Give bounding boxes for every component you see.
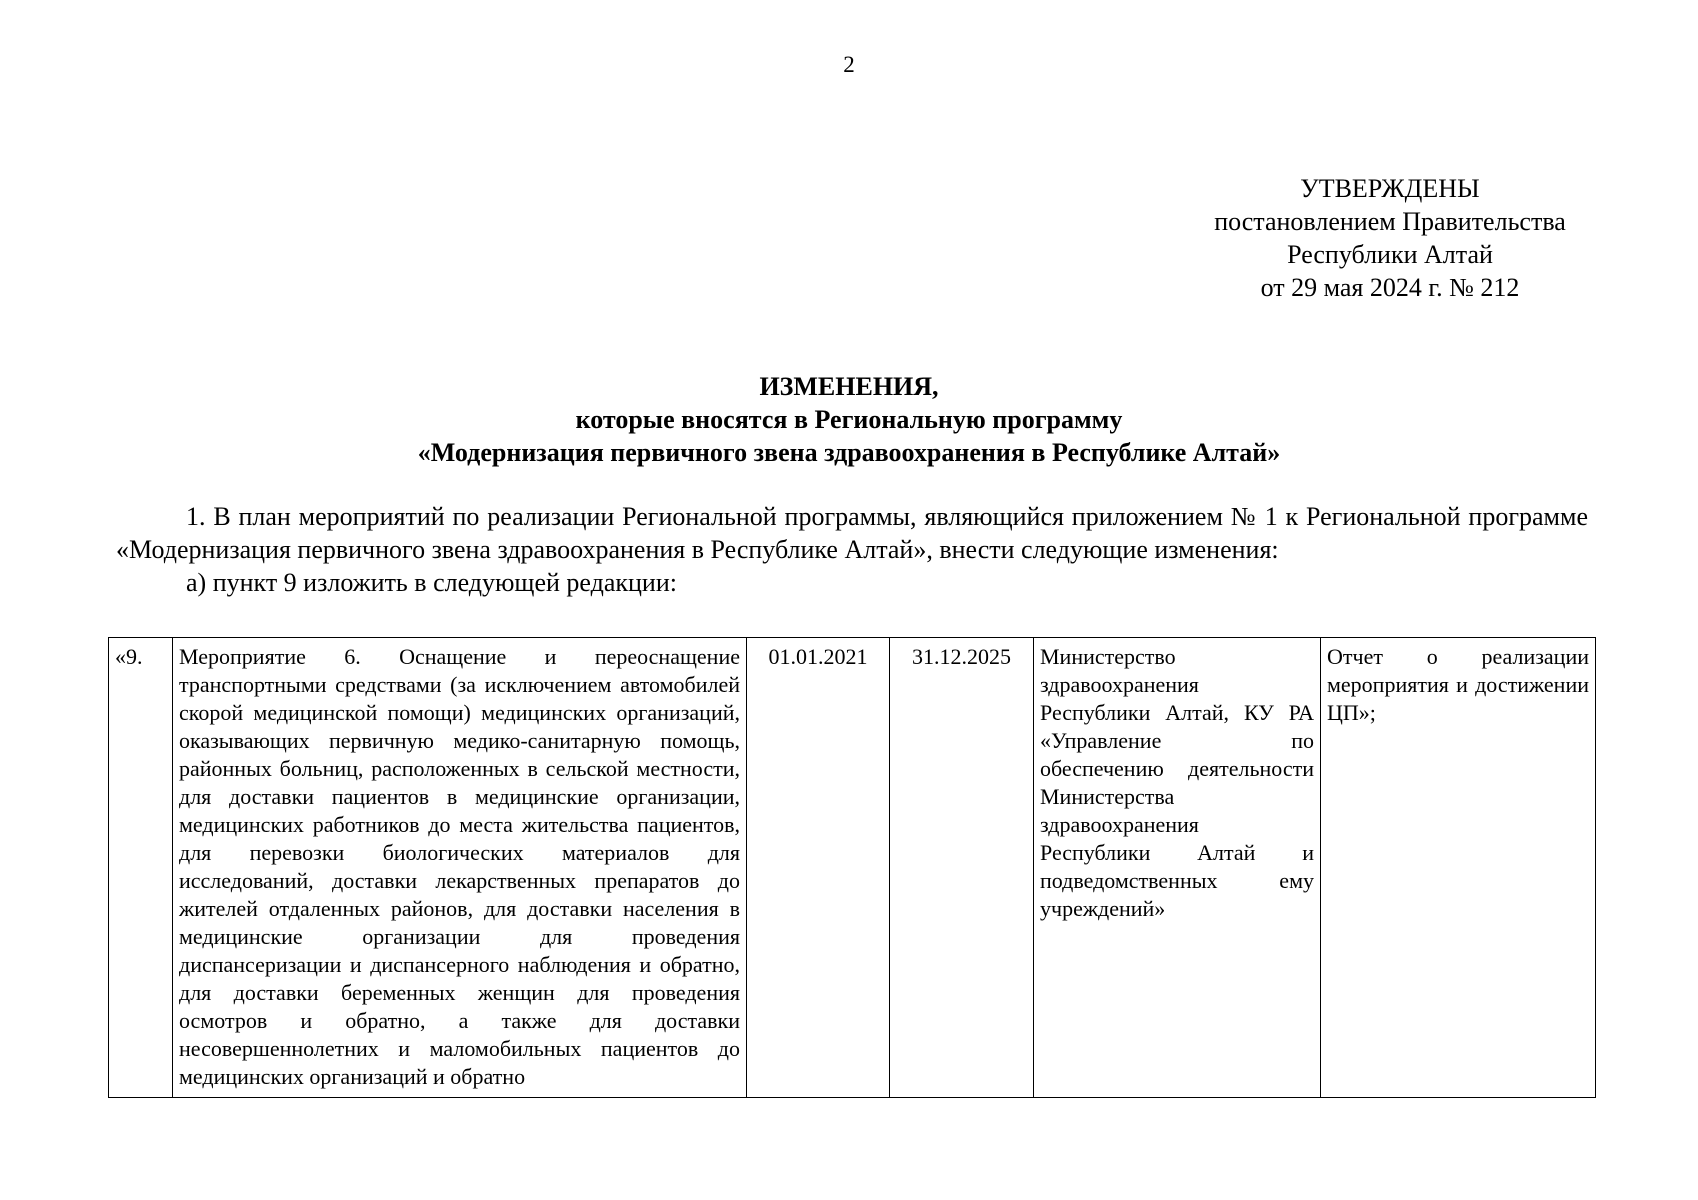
approval-title: УТВЕРЖДЕНЫ: [1300, 174, 1480, 203]
start-date-cell: 01.01.2021: [747, 638, 890, 1098]
heading-program-name: «Модернизация первичного звена здравоохранения в Республике Алтай»: [417, 438, 1281, 467]
responsible-cell: Министерство здравоохранения Республики Алтай, КУ РА «Управление по обеспечению деятельности Министерства здравоохранения Республики Алтай и подведомственных ему учреждений»: [1034, 638, 1321, 1098]
heading-subtitle: которые вносятся в Региональную программу: [575, 405, 1123, 434]
approval-stamp: [1160, 172, 1620, 304]
document-heading: [0, 370, 1698, 469]
plan-table: [108, 637, 1596, 1098]
result-cell: Отчет о реализации мероприятия и достижении ЦП»;: [1321, 638, 1596, 1098]
approval-line: постановлением Правительства: [1214, 207, 1566, 236]
end-date-cell: 31.12.2025: [890, 638, 1034, 1098]
activity-cell: Мероприятие 6. Оснащение и переоснащение транспортными средствами (за исключением автомобилей скорой медицинской помощи) медицинских организаций, оказывающих первичную медико-санитарную помощь, районных больниц, расположенных в сельской местности, для доставки пациентов в медицинские организации, медицинских работников до места жительства пациентов, для перевозки биологических материалов для исследований, доставки лекарственных препаратов до жителей отдаленных районов, для доставки населения в медицинские организации для проведения диспансеризации и диспансерного наблюдения и обратно, для доставки беременных женщин для проведения осмотров и обратно, а также для доставки несовершеннолетних и маломобильных пациентов до медицинских организаций и обратно: [173, 638, 747, 1098]
heading-title: ИЗМЕНЕНИЯ,: [759, 372, 939, 401]
approval-date: от 29 мая 2024 г. № 212: [1260, 273, 1520, 302]
document-body: [116, 500, 1588, 599]
approval-line: Республики Алтай: [1287, 240, 1493, 269]
body-paragraph: а) пункт 9 изложить в следующей редакции:: [186, 568, 677, 597]
page-number: 2: [843, 52, 855, 77]
table-row: [109, 638, 1596, 1098]
row-number-cell: «9.: [109, 638, 173, 1098]
body-paragraph: 1. В план мероприятий по реализации Региональной программы, являющийся приложением № 1 к Региональной программе «Модернизация первичного звена здравоохранения в Республике Алтай», внести следующие изменения:: [116, 502, 1588, 564]
